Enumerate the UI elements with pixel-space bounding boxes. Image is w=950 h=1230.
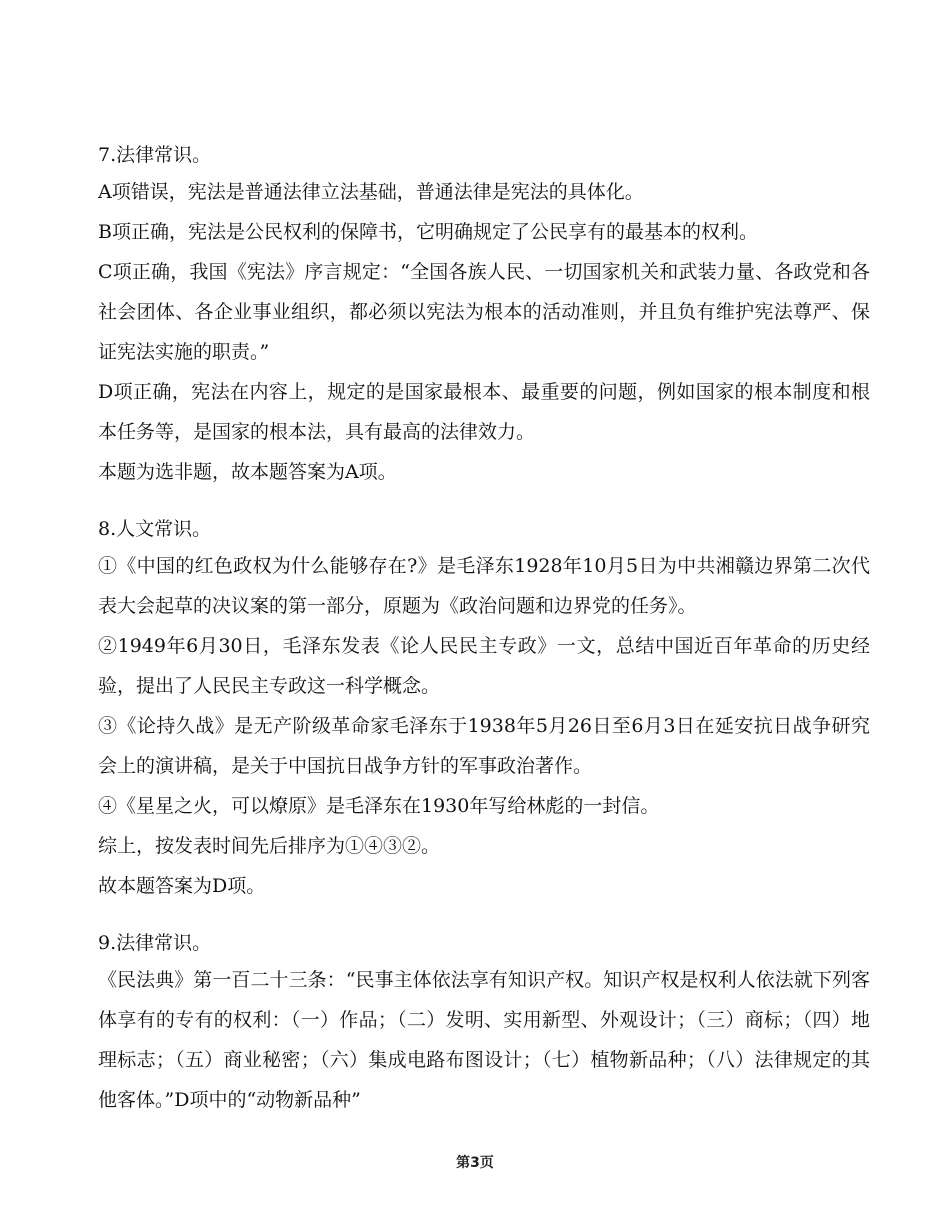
paragraph: C项正确，我国《宪法》序言规定：“全国各族人民、一切国家机关和武装力量、各政党和各社会团体、各企业事业组织，都必须以宪法为根本的活动准则，并且负有维护宪法尊严、保证宪法实施的职责。” [98,261,870,363]
paragraph: B项正确，宪法是公民权利的保障书，它明确规定了公民享有的最基本的权利。 [98,221,758,243]
paragraph: ④《星星之火，可以燎原》是毛泽东在1930年写给林彪的一封信。 [98,795,660,817]
paragraph: 本题为选非题，故本题答案为A项。 [98,461,397,483]
section-9 [98,926,870,1120]
section-7 [98,138,870,492]
paragraph: 《民法典》第一百二十三条：“民事主体依法享有知识产权。知识产权是权利人依法就下列客体享有的专有的权利：（一）作品；（二）发明、实用新型、外观设计；（三）商标；（四）地理标志；（五）商业秘密；（六）集成电路布图设计；（七）植物新品种；（八）法律规定的其他客体。”D项中的“动物新品种” [98,969,870,1111]
section-8 [98,512,870,906]
document-body [98,138,870,1120]
page-number: 第3页 [456,1155,494,1171]
section-heading: 9.法律常识。 [98,932,212,954]
paragraph: A项错误，宪法是普通法律立法基础，普通法律是宪法的具体化。 [98,181,644,203]
section-heading: 7.法律常识。 [98,144,212,166]
paragraph: ③《论持久战》是无产阶级革命家毛泽东于1938年5月26日至6月3日在延安抗日战争研究会上的演讲稿，是关于中国抗日战争方针的军事政治著作。 [98,715,870,777]
paragraph: 故本题答案为D项。 [98,875,266,897]
section-heading: 8.人文常识。 [98,518,212,540]
paragraph: ①《中国的红色政权为什么能够存在?》是毛泽东1928年10月5日为中共湘赣边界第二次代表大会起草的决议案的第一部分，原题为《政治问题和边界党的任务》。 [98,555,870,617]
paragraph: 综上，按发表时间先后排序为①④③②。 [98,835,441,857]
paragraph: D项正确，宪法在内容上，规定的是国家最根本、最重要的问题，例如国家的根本制度和根本任务等，是国家的根本法，具有最高的法律效力。 [98,381,870,443]
paragraph: ②1949年6月30日，毛泽东发表《论人民民主专政》一文，总结中国近百年革命的历史经验，提出了人民民主专政这一科学概念。 [98,635,870,697]
